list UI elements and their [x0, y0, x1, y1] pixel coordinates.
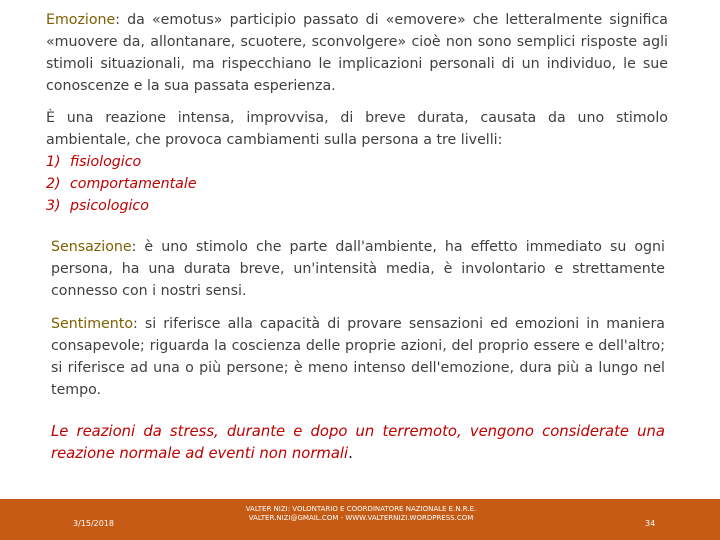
- reazione-text: È una reazione intensa, improvvisa, di breve durata, causata da uno stimolo ambientale, che provoca cambiamenti sulla persona a tre livelli:: [46, 110, 668, 148]
- emozione-term: Emozione: [46, 12, 116, 28]
- footer-bar: [0, 499, 720, 540]
- sensazione-definition: [51, 236, 665, 302]
- level-item: [46, 173, 668, 195]
- levels-list: [46, 151, 668, 217]
- footer-credit-line1: VALTER NIZI: VOLONTARIO E COORDINATORE NAZIONALE E.N.R.E.: [245, 505, 477, 513]
- conclusion-text: Le reazioni da stress, durante e dopo un terremoto, vengono considerate una reazione normale ad eventi non normali: [51, 423, 665, 462]
- emozione-text: : da «emotus» participio passato di «emovere» che letteralmente significa «muovere da, allontanare, scuotere, sconvolgere» cioè non sono semplici risposte agli stimoli situazionali, ma rispecchiano le implicazioni personali di un individuo, le sue conoscenze e la sua passata esperienza.: [46, 12, 668, 94]
- footer-credit-line2: VALTER.NIZI@GMAIL.COM - WWW.VALTERNIZI.WORDPRESS.COM: [248, 514, 474, 522]
- emozione-definition: [46, 9, 668, 97]
- footer-date: 3/15/2018: [73, 519, 115, 528]
- conclusion-statement: [51, 421, 665, 465]
- sensazione-text: : è uno stimolo che parte dall'ambiente, ha effetto immediato su ogni persona, ha una durata breve, un'intensità media, è involontario e strettamente connesso con i nostri sensi.: [51, 239, 665, 299]
- level-label: comportamentale: [70, 176, 197, 192]
- level-item: [46, 151, 668, 173]
- footer-credit: [230, 505, 492, 523]
- conclusion-period: .: [348, 445, 353, 462]
- sensazione-term: Sensazione: [51, 239, 132, 255]
- sentimento-term: Sentimento: [51, 316, 134, 332]
- sentimento-definition: [51, 313, 665, 401]
- level-number: 3): [46, 198, 61, 214]
- reazione-description: [46, 107, 668, 217]
- level-item: [46, 195, 668, 217]
- level-label: fisiologico: [70, 154, 142, 170]
- sentimento-text: : si riferisce alla capacità di provare sensazioni ed emozioni in maniera consapevole; riguarda la coscienza delle proprie azioni, del proprio essere e dell'altro; si riferisce ad una o più persone; è meno intenso dell'emozione, dura più a lungo nel tempo.: [51, 316, 665, 398]
- level-label: psicologico: [70, 198, 149, 214]
- page-number: 34: [645, 519, 656, 528]
- level-number: 1): [46, 154, 61, 170]
- level-number: 2): [46, 176, 61, 192]
